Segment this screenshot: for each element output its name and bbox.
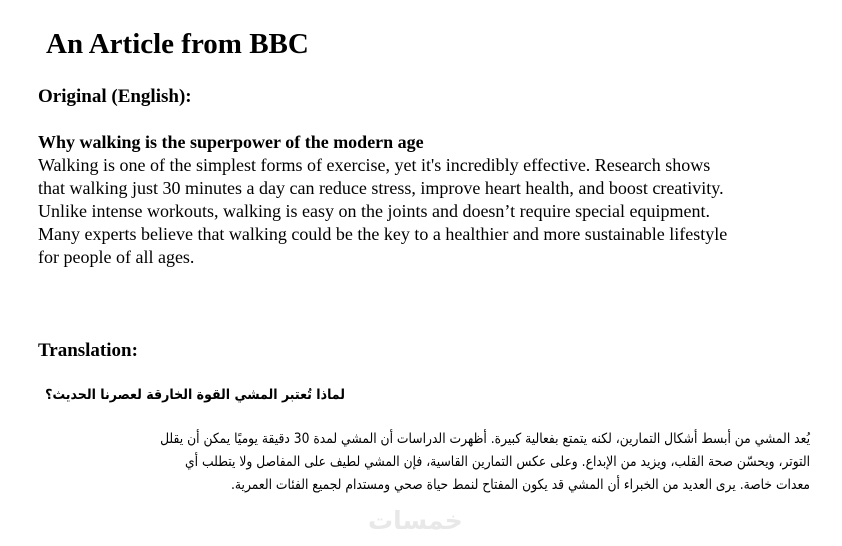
original-section-label: Original (English): <box>38 86 192 107</box>
document-title: An Article from BBC <box>46 28 309 60</box>
english-article <box>38 131 818 269</box>
article-body-line: that walking just 30 minutes a day can reduce stress, improve heart health, and boost creativity. <box>38 178 724 198</box>
translated-body-line: التوتر، ويحسّن صحة القلب، ويزيد من الإبداع. وعلى عكس التمارين القاسية، فإن المشي لطيف على المفاصل ولا يتطلب أي <box>185 454 810 470</box>
translated-body-line: يُعد المشي من أبسط أشكال التمارين، لكنه يتمتع بفعالية كبيرة. أظهرت الدراسات أن المشي لمدة 30 دقيقة يوميًا يمكن أن يقلل <box>160 431 810 447</box>
translated-body-line: معدات خاصة. يرى العديد من الخبراء أن المشي قد يكون المفتاح لنمط حياة صحي ومستدام لجميع الفئات العمرية. <box>231 477 810 493</box>
article-heading: Why walking is the superpower of the modern age <box>38 132 424 152</box>
article-body <box>38 154 818 269</box>
article-body-line: Many experts believe that walking could be the key to a healthier and more sustainable lifestyle <box>38 224 728 244</box>
watermark-logo: خمسات <box>368 506 463 535</box>
translated-heading: لماذا تُعتبر المشي القوة الخارقة لعصرنا الحديث؟ <box>45 387 346 403</box>
article-body-line: Unlike intense workouts, walking is easy on the joints and doesn’t require special equipment. <box>38 201 711 221</box>
article-body-line: Walking is one of the simplest forms of exercise, yet it's incredibly effective. Research shows <box>38 155 711 175</box>
translated-body <box>38 428 810 497</box>
article-body-line: for people of all ages. <box>38 247 195 267</box>
translation-section-label: Translation: <box>38 340 138 361</box>
